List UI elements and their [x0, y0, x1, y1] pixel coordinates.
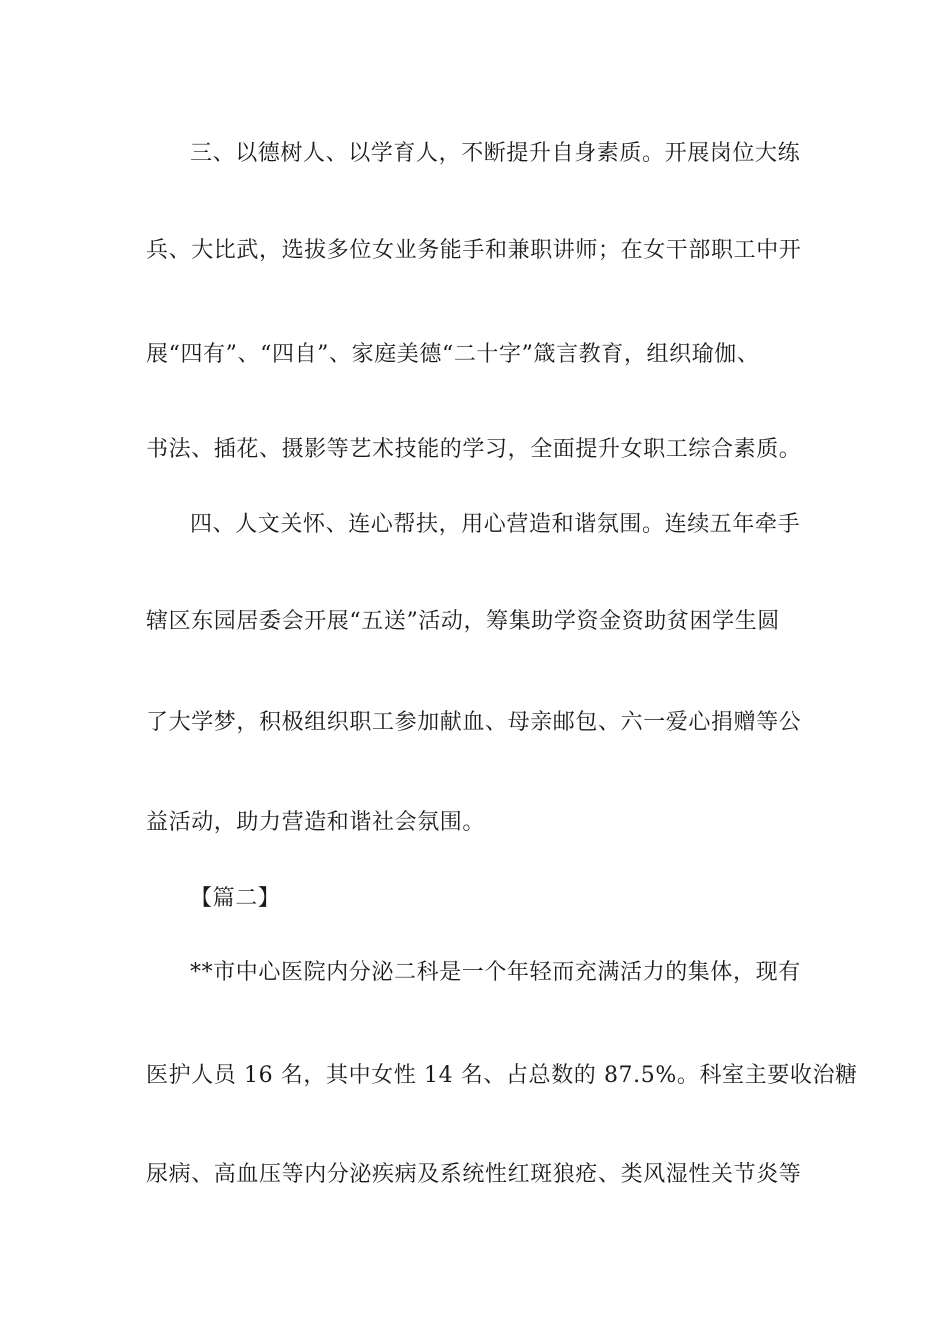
paragraph-5-line-1: **市中心医院内分泌二科是一个年轻而充满活力的集体，现有 — [190, 960, 801, 985]
paragraph-3-line-3: 展“四有”、“四自”、家庭美德“二十字”箴言教育，组织瑜伽、 — [146, 342, 760, 367]
paragraph-4-line-3: 了大学梦，积极组织职工参加献血、母亲邮包、六一爱心捐赠等公 — [146, 710, 802, 735]
paragraph-3-line-1: 三、以德树人、以学育人，不断提升自身素质。开展岗位大练 — [190, 141, 801, 166]
paragraph-3-line-2: 兵、大比武，选拔多位女业务能手和兼职讲师；在女干部职工中开 — [146, 238, 802, 263]
paragraph-4-line-1: 四、人文关怀、连心帮扶，用心营造和谐氛围。连续五年牵手 — [190, 512, 801, 537]
section-heading-part-two: 【篇二】 — [190, 886, 281, 911]
paragraph-4-line-4: 益活动，助力营造和谐社会氛围。 — [146, 810, 486, 835]
paragraph-5-line-3: 尿病、高血压等内分泌疾病及系统性红斑狼疮、类风湿性关节炎等 — [146, 1162, 802, 1187]
paragraph-3-line-4: 书法、插花、摄影等艺术技能的学习，全面提升女职工综合素质。 — [146, 437, 802, 462]
paragraph-5-line-2: 医护人员 16 名，其中女性 14 名、占总数的 87.5%。科室主要收治糖 — [146, 1063, 858, 1088]
paragraph-4-line-2: 辖区东园居委会开展“五送”活动，筹集助学资金资助贫困学生圆 — [146, 609, 780, 634]
